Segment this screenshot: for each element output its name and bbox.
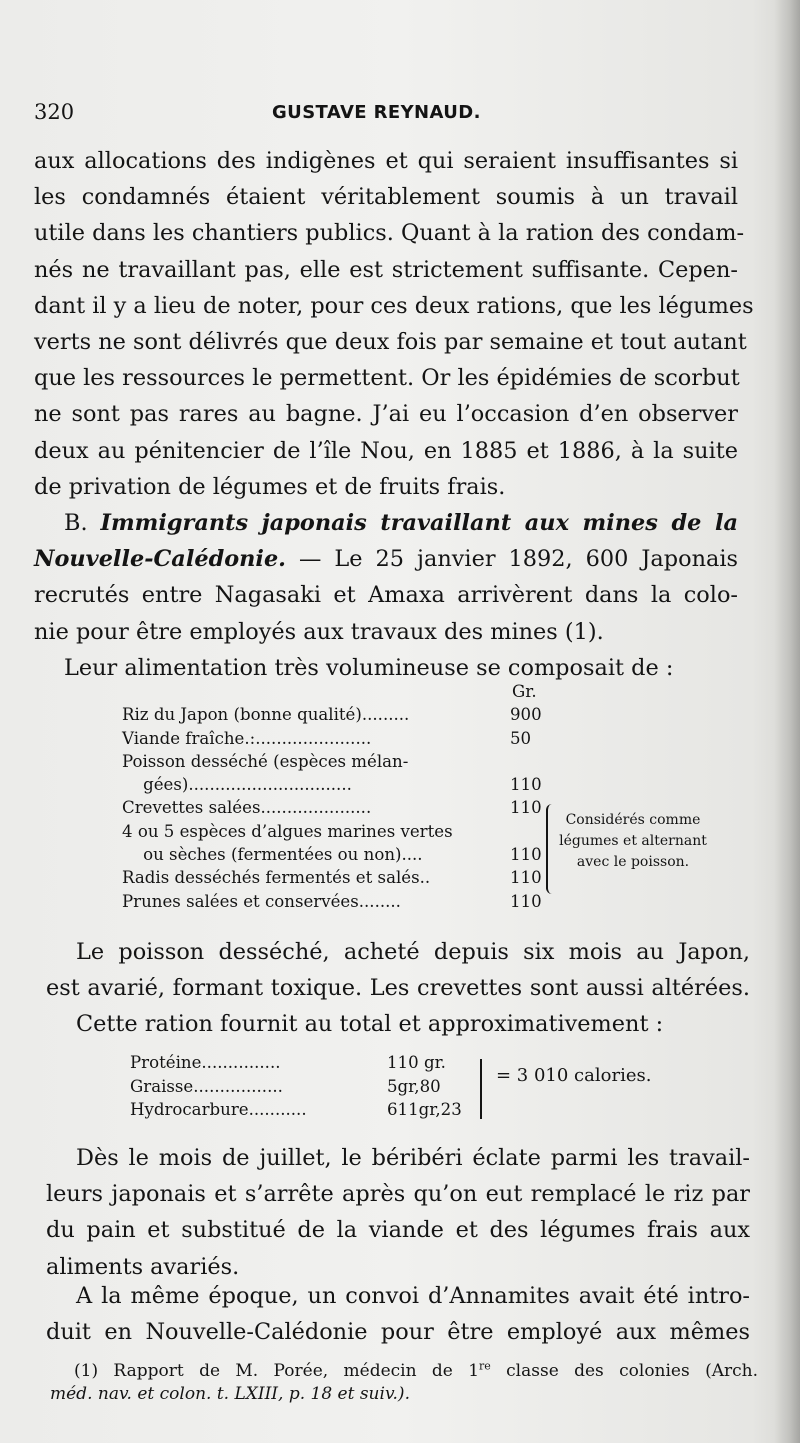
brace-note [558, 810, 708, 873]
food-label: Radis desséchés fermentés et salés.. [122, 868, 431, 888]
food-qty: 110 [510, 868, 542, 888]
food-label: gées)............................... [122, 775, 352, 795]
section-b-title: Immigrants japonais travaillant aux mines de la [100, 510, 738, 536]
food-label: Poisson desséché (espèces mélan- [122, 751, 409, 771]
page-header [0, 100, 800, 132]
food-qty: 110 [510, 891, 542, 911]
text-line: utile dans les chantiers publics. Quant à la ration des condam- [34, 220, 745, 247]
text-line: ne sont pas rares au bagne. J’ai eu l’occasion d’en observer [34, 401, 738, 428]
nutrition-row [130, 1098, 690, 1122]
text-line: que les ressources le permettent. Or les épidémies de scorbut [34, 365, 740, 392]
footnote-sup: re [479, 1359, 491, 1373]
text-line: est avarié, formant toxique. Les crevettes sont aussi altérées. [46, 975, 750, 1002]
paragraph-3 [46, 1140, 750, 1285]
paragraph-4 [46, 1278, 750, 1350]
section-b-heading-line [34, 505, 738, 541]
text-line: nés ne travaillant pas, elle est strictement suffisante. Cepen- [34, 256, 738, 283]
nutrient-label: Hydrocarbure........... [130, 1100, 307, 1119]
brace-note-line: légumes et alternant [559, 833, 707, 849]
nutrition-bar [480, 1059, 482, 1119]
text-line: aliments avariés. [46, 1253, 240, 1280]
paragraph-1 [34, 143, 754, 505]
food-qty: 110 [510, 775, 542, 795]
food-qty: 900 [510, 705, 542, 725]
text-line: recrutés entre Nagasaki et Amaxa arrivèrent dans la colo- [34, 582, 738, 609]
nutrient-qty: 611gr,23 [387, 1100, 462, 1119]
food-label: Riz du Japon (bonne qualité)......... [122, 705, 410, 725]
page-edge-shadow [774, 0, 800, 1443]
section-b-title-2: Nouvelle-Calédonie. [34, 546, 286, 573]
nutrition-block [130, 1051, 690, 1122]
food-label: Crevettes salées..................... [122, 798, 372, 818]
brace-note-line: Considérés comme [565, 812, 701, 828]
text-line: Le poisson desséché, acheté depuis six mois au Japon, [76, 939, 750, 965]
text-line: verts ne sont délivrés que deux fois par semaine et tout autant [34, 329, 747, 356]
food-qty: 110 [510, 845, 542, 865]
food-label: Viande fraîche.:...................... [122, 728, 372, 748]
page-number: 320 [34, 100, 75, 124]
food-label: Prunes salées et conservées........ [122, 891, 401, 911]
text-line: duit en Nouvelle-Calédonie pour être employé aux mêmes [46, 1319, 750, 1346]
section-b-text: — Le 25 janvier 1892, 600 Japonais [285, 546, 738, 573]
text-line: les condamnés étaient véritablement soumis à un travail [34, 184, 738, 211]
food-qty: 110 [510, 798, 542, 818]
paragraph-2 [46, 934, 750, 1043]
text-line: du pain et substitué de la viande et des légumes frais aux [46, 1217, 750, 1244]
unit-label: Gr. [512, 682, 537, 701]
text-line: deux au pénitencier de l’île Nou, en 1885 et 1886, à la suite [34, 437, 738, 464]
table-row [122, 750, 722, 773]
nutrition-total: = 3 010 calories. [496, 1065, 652, 1086]
text-line: nie pour être employés aux travaux des mines (1). [34, 618, 604, 645]
footnote-text: classe des colonies (Arch. [490, 1361, 758, 1381]
text-line: Cette ration fournit au total et approximativement : [76, 1011, 664, 1038]
text-line: aux allocations des indigènes et qui seraient insuffisantes si [34, 148, 738, 174]
food-qty: 50 [510, 728, 532, 748]
brace [546, 804, 558, 894]
footnote-line-2: méd. nav. et colon. t. LXIII, p. 18 et suiv.). [50, 1384, 410, 1404]
ration-table-head [122, 680, 722, 703]
text-line: leurs japonais et s’arrête après qu’on eut remplacé le riz par [46, 1181, 750, 1208]
nutrient-label: Graisse................. [130, 1076, 283, 1096]
section-b [34, 505, 738, 686]
running-head: GUSTAVE REYNAUD. [272, 102, 481, 123]
nutrient-qty: 110 gr. [387, 1053, 446, 1072]
table-row [122, 773, 722, 796]
table-row [122, 890, 722, 913]
text-line: de privation de légumes et de fruits frais. [34, 473, 506, 500]
text-line: Dès le mois de juillet, le béribéri éclate parmi les travail- [76, 1145, 750, 1171]
food-label: 4 ou 5 espèces d’algues marines vertes [122, 821, 453, 841]
nutrient-qty: 5gr,80 [387, 1076, 441, 1096]
section-b-heading-line-2 [34, 541, 738, 577]
brace-note-line: avec le poisson. [576, 854, 690, 870]
footnote-line-1 [74, 1360, 758, 1383]
food-label: ou sèches (fermentées ou non).... [122, 845, 423, 865]
nutrient-label: Protéine............... [130, 1053, 281, 1072]
footnote-text: (1) Rapport de M. Porée, médecin de 1 [74, 1361, 480, 1381]
ration-intro: Leur alimentation très volumineuse se composait de : [64, 654, 674, 681]
text-line: dant il y a lieu de noter, pour ces deux rations, que les légumes [34, 292, 754, 319]
section-b-prefix: B. [64, 510, 101, 536]
footnote [50, 1359, 758, 1406]
table-row [122, 703, 722, 726]
text-line: A la même époque, un convoi d’Annamites avait été intro- [76, 1283, 750, 1309]
ration-table [122, 680, 722, 913]
table-row [122, 727, 722, 750]
